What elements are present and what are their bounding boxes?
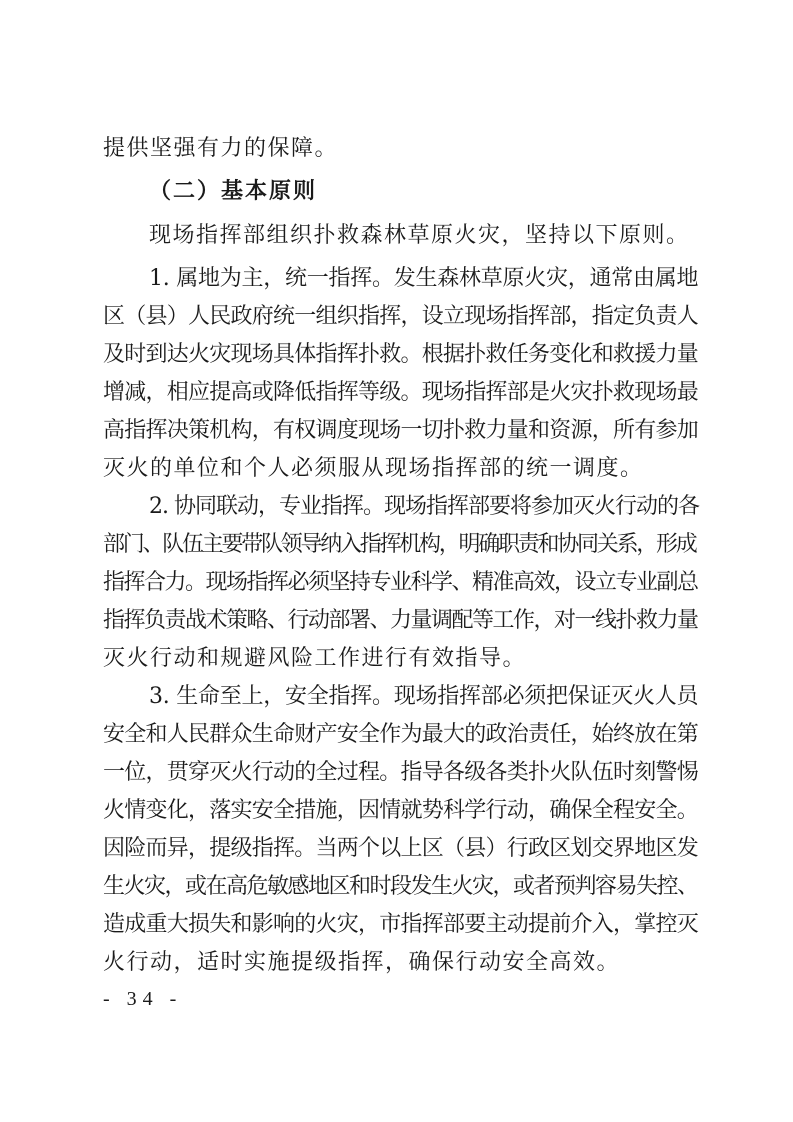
text-line: 高指挥决策机构，有权调度现场一切扑救力量和资源，所有参加 (103, 418, 699, 443)
text-line: 灭火的单位和个人必须服从现场指挥部的统一调度。 (103, 456, 644, 481)
text-line: 造成重大损失和影响的火灾，市指挥部要主动提前介入，掌控灭 (103, 912, 699, 937)
text-line: 安全和人民群众生命财产安全作为最大的政治责任，始终放在第 (103, 722, 699, 747)
text-line: 指挥负责战术策略、行动部署、力量调配等工作，对一线扑救力量 (103, 608, 698, 633)
text-line: 火行动，适时实施提级指挥，确保行动安全高效。 (103, 950, 621, 975)
text-line: 火情变化，落实安全措施，因情就势科学行动，确保全程安全。 (103, 798, 699, 823)
text-line: 一位，贯穿灭火行动的全过程。指导各级各类扑火队伍时刻警惕 (103, 760, 699, 785)
text-line: 2. 协同联动，专业指挥。现场指挥部要将参加灭火行动的各 (149, 494, 699, 519)
text-line: 因险而异，提级指挥。当两个以上区（县）行政区划交界地区发 (103, 836, 699, 861)
text-line: 提供坚强有力的保障。 (103, 136, 339, 161)
text-line: 灭火行动和规避风险工作进行有效指导。 (103, 646, 527, 671)
text-line: 增减，相应提高或降低指挥等级。现场指挥部是火灾扑救现场最 (103, 380, 699, 405)
text-line: 生火灾，或在高危敏感地区和时段发生火灾，或者预判容易失控、 (103, 874, 698, 899)
text-line: 及时到达火灾现场具体指挥扑救。根据扑救任务变化和救援力量 (103, 342, 699, 367)
text-line: 3. 生命至上，安全指挥。现场指挥部必须把保证灭火人员 (149, 684, 699, 709)
text-line: 区（县）人民政府统一组织指挥，设立现场指挥部，指定负责人 (103, 304, 699, 329)
text-line: 1. 属地为主，统一指挥。发生森林草原火灾，通常由属地 (149, 266, 699, 291)
section-heading: （二）基本原则 (149, 179, 318, 204)
page-number: - 34 - (103, 988, 183, 1010)
text-line: 部门、队伍主要带队领导纳入指挥机构，明确职责和协同关系，形成 (103, 532, 696, 557)
text-line: 指挥合力。现场指挥必须坚持专业科学、精准高效，设立专业副总 (103, 570, 698, 595)
text-line: 现场指挥部组织扑救森林草原火灾，坚持以下原则。 (149, 223, 690, 248)
